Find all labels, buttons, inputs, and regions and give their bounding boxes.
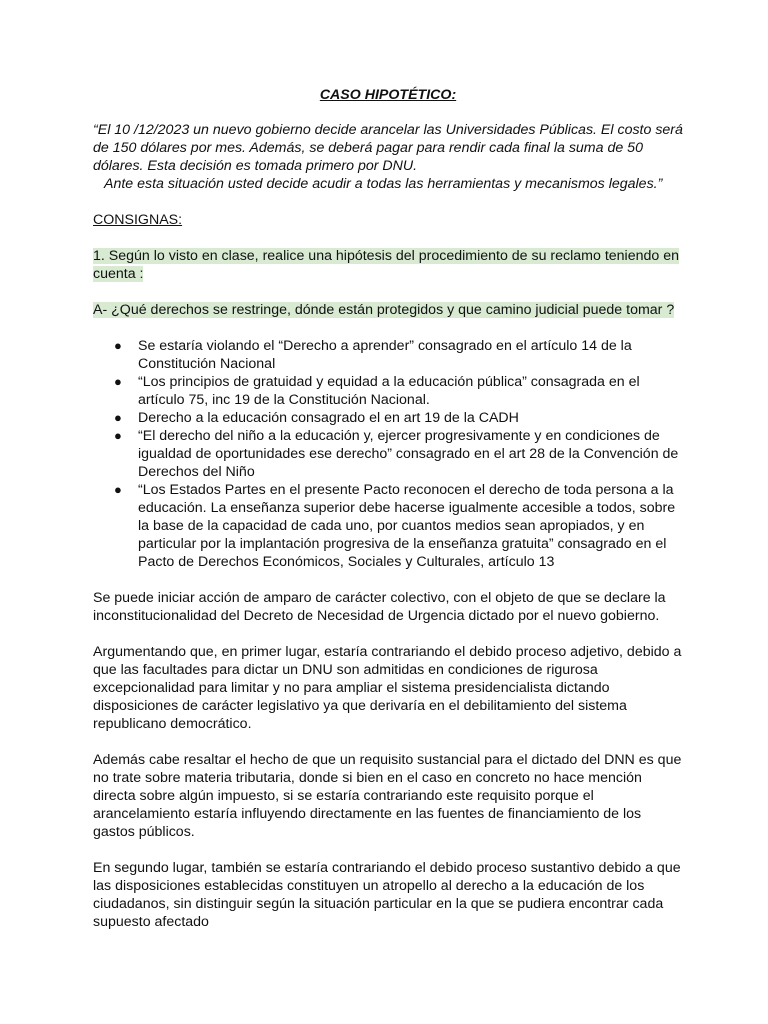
list-item-text: “Los principios de gratuidad y equidad a la educación pública” consagrada en el artículo 75, inc 19 de la Constitución Nacional. <box>138 374 640 408</box>
paragraph-debido-proceso-sustantivo: En segundo lugar, también se estaría contrariando el debido proceso sustantivo debido a que las disposiciones establecidas constituyen un atropello al derecho a la educación de los ciudadanos, sin distinguir según la situación particular en la que se pudiera encontrar cada supuesto afectado <box>93 860 681 930</box>
list-item <box>114 373 683 409</box>
list-item-text: Derecho a la educación consagrado el en art 19 de la CADH <box>138 410 519 426</box>
bullet-icon: ● <box>114 482 122 497</box>
list-item-text: Se estaría violando el “Derecho a aprender” consagrado en el artículo 14 de la Constitución Nacional <box>138 338 632 372</box>
rights-list <box>93 337 683 571</box>
task-1-text: 1. Según lo visto en clase, realice una hipótesis del procedimiento de su reclamo teniendo en cuenta : <box>93 248 679 282</box>
bullet-icon: ● <box>114 374 122 389</box>
paragraph-debido-proceso-adjetivo: Argumentando que, en primer lugar, estaría contrariando el debido proceso adjetivo, debido a que las facultades para dictar un DNU son admitidas en condiciones de rigurosa excepcionalidad para limitar y no para ampliar el sistema presidencialista dictando disposiciones de carácter legislativo ya que derivaría en el debilitamiento del sistema republicano democrático. <box>93 644 682 732</box>
paragraph-materia-tributaria: Además cabe resaltar el hecho de que un requisito sustancial para el dictado del DNN es que no trate sobre materia tributaria, donde si bien en el caso en concreto no hace mención directa sobre algún impuesto, si se estaría contrariando este requisito porque el arancelamiento estaría influyendo directamente en las fuentes de financiamiento de los gastos públicos. <box>93 752 682 840</box>
consignas-heading: CONSIGNAS: <box>93 212 183 228</box>
question-a-text: A- ¿Qué derechos se restringe, dónde están protegidos y que camino judicial puede tomar ? <box>93 302 675 318</box>
document-page <box>93 86 683 949</box>
case-quote-continuation: Ante esta situación usted decide acudir a todas las herramientas y mecanismos legales.” <box>104 176 663 192</box>
task-1 <box>93 247 683 283</box>
case-quote: “El 10 /12/2023 un nuevo gobierno decide arancelar las Universidades Públicas. El costo será de 150 dólares por mes. Además, se deberá pagar para rendir cada final la suma de 50 dólares. Esta decisión es tomada primero por DNU. <box>93 122 683 174</box>
list-item <box>114 481 683 571</box>
bullet-icon: ● <box>114 338 122 353</box>
paragraph-amparo: Se puede iniciar acción de amparo de carácter colectivo, con el objeto de que se declare la inconstitucionalidad del Decreto de Necesidad de Urgencia dictado por el nuevo gobierno. <box>93 590 666 624</box>
question-a <box>93 301 683 319</box>
list-item-text: “Los Estados Partes en el presente Pacto reconocen el derecho de toda persona a la educación. La enseñanza superior debe hacerse igualmente accesible a todos, sobre la base de la capacidad de cada uno, por cuantos medios sean apropiados, y en particular por la implantación progresiva de la enseñanza gratuita” consagrado en el Pacto de Derechos Económicos, Sociales y Culturales, artículo 13 <box>138 482 676 570</box>
list-item <box>114 409 683 427</box>
bullet-icon: ● <box>114 410 122 425</box>
document-title: CASO HIPOTÉTICO: <box>319 87 457 103</box>
bullet-icon: ● <box>114 428 122 443</box>
list-item-text: “El derecho del niño a la educación y, ejercer progresivamente y en condiciones de igualdad de oportunidades ese derecho” consagrado en el art 28 de la Convención de Derechos del Niño <box>138 428 679 480</box>
list-item <box>114 337 683 373</box>
list-item <box>114 427 683 481</box>
